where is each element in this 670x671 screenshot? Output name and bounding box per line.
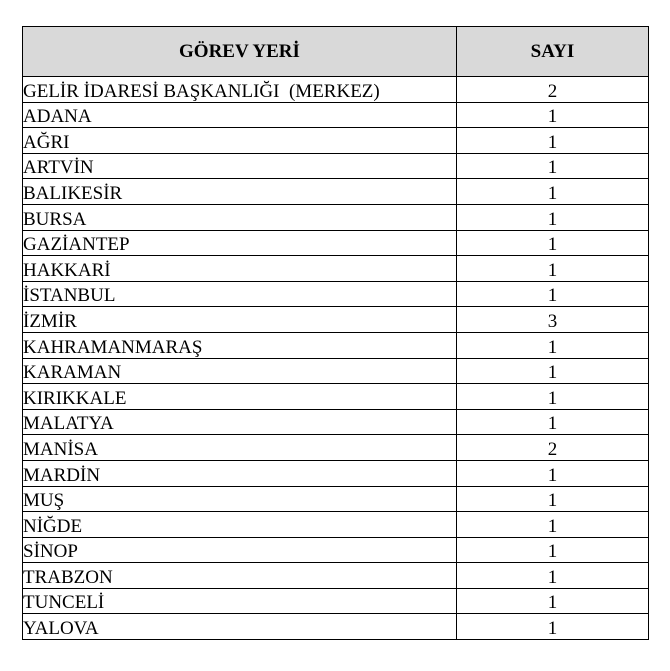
- location-cell: MANİSA: [23, 435, 457, 461]
- table-row: [23, 537, 649, 563]
- count-cell: 1: [456, 537, 648, 563]
- table-row: [23, 307, 649, 333]
- table-header: [23, 27, 649, 77]
- count-cell: 1: [456, 460, 648, 486]
- table-row: [23, 281, 649, 307]
- count-cell: 1: [456, 614, 648, 640]
- location-cell: İSTANBUL: [23, 281, 457, 307]
- location-cell: GAZİANTEP: [23, 230, 457, 256]
- count-cell: 1: [456, 332, 648, 358]
- table-row: [23, 230, 649, 256]
- location-cell: MUŞ: [23, 486, 457, 512]
- header-location: GÖREV YERİ: [23, 27, 457, 77]
- location-cell: İZMİR: [23, 307, 457, 333]
- table-row: [23, 204, 649, 230]
- location-cell: TRABZON: [23, 563, 457, 589]
- table-row: [23, 563, 649, 589]
- table-row: [23, 77, 649, 103]
- table-row: [23, 614, 649, 640]
- location-cell: HAKKARİ: [23, 256, 457, 282]
- count-cell: 1: [456, 230, 648, 256]
- count-cell: 1: [456, 281, 648, 307]
- location-cell: KAHRAMANMARAŞ: [23, 332, 457, 358]
- table-row: [23, 332, 649, 358]
- table-row: [23, 153, 649, 179]
- location-cell: ARTVİN: [23, 153, 457, 179]
- header-row: [23, 27, 649, 77]
- table-row: [23, 256, 649, 282]
- count-cell: 1: [456, 512, 648, 538]
- count-cell: 2: [456, 77, 648, 103]
- table-row: [23, 384, 649, 410]
- table-body: [23, 77, 649, 640]
- count-cell: 1: [456, 563, 648, 589]
- count-cell: 1: [456, 384, 648, 410]
- count-cell: 1: [456, 179, 648, 205]
- table-row: [23, 460, 649, 486]
- count-cell: 1: [456, 153, 648, 179]
- assignment-table: [22, 26, 649, 640]
- count-cell: 1: [456, 102, 648, 128]
- location-cell: KARAMAN: [23, 358, 457, 384]
- table-row: [23, 486, 649, 512]
- count-cell: 1: [456, 256, 648, 282]
- table-row: [23, 102, 649, 128]
- location-cell: NİĞDE: [23, 512, 457, 538]
- location-cell: BURSA: [23, 204, 457, 230]
- table-row: [23, 179, 649, 205]
- location-cell: BALIKESİR: [23, 179, 457, 205]
- table-row: [23, 512, 649, 538]
- location-cell: GELİR İDARESİ BAŞKANLIĞI (MERKEZ): [23, 77, 457, 103]
- count-cell: 2: [456, 435, 648, 461]
- table-row: [23, 358, 649, 384]
- location-cell: YALOVA: [23, 614, 457, 640]
- location-cell: KIRIKKALE: [23, 384, 457, 410]
- location-cell: MARDİN: [23, 460, 457, 486]
- count-cell: 1: [456, 128, 648, 154]
- location-cell: TUNCELİ: [23, 588, 457, 614]
- table-row: [23, 588, 649, 614]
- location-cell: AĞRI: [23, 128, 457, 154]
- count-cell: 1: [456, 409, 648, 435]
- count-cell: 1: [456, 358, 648, 384]
- location-cell: SİNOP: [23, 537, 457, 563]
- table-row: [23, 128, 649, 154]
- location-cell: ADANA: [23, 102, 457, 128]
- table-row: [23, 435, 649, 461]
- count-cell: 1: [456, 204, 648, 230]
- header-count: SAYI: [456, 27, 648, 77]
- count-cell: 1: [456, 486, 648, 512]
- location-cell: MALATYA: [23, 409, 457, 435]
- table-row: [23, 409, 649, 435]
- count-cell: 3: [456, 307, 648, 333]
- count-cell: 1: [456, 588, 648, 614]
